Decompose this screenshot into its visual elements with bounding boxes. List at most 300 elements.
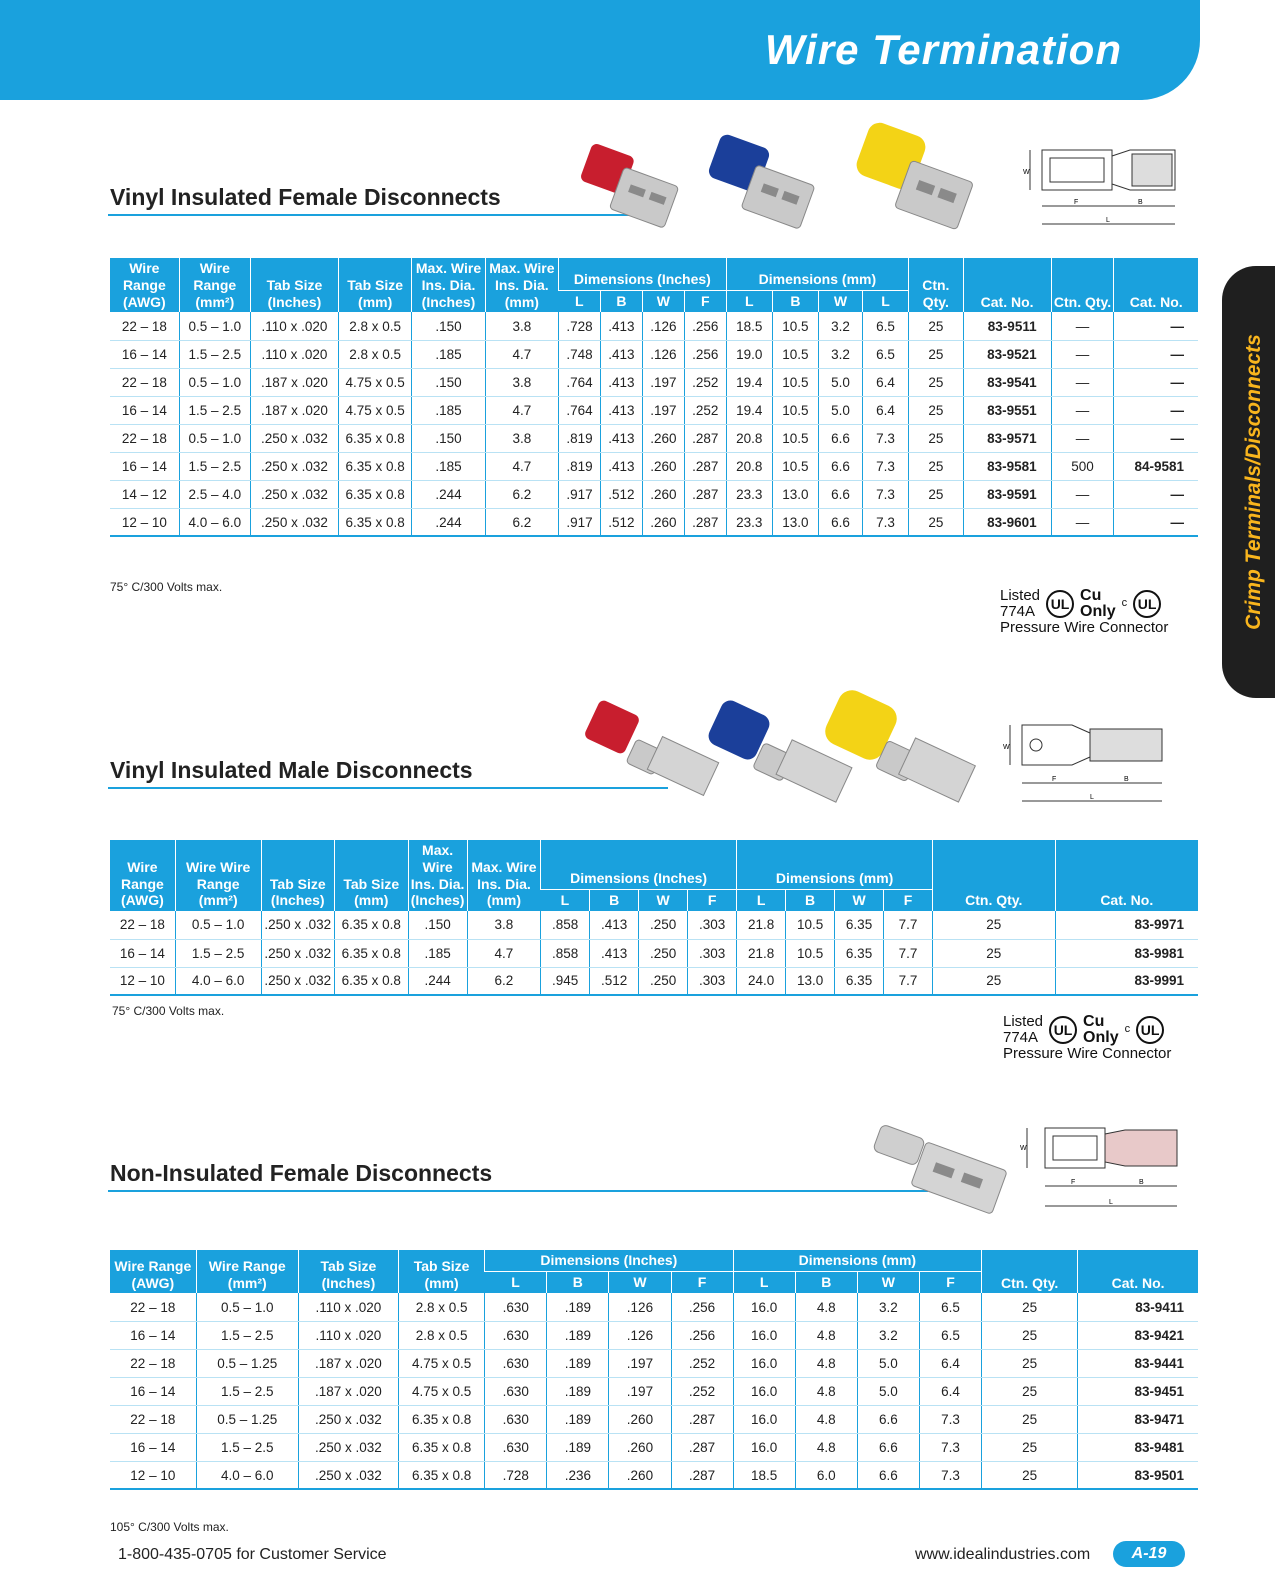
table-cell: 25 xyxy=(909,368,964,396)
table-cell: 1.5 – 2.5 xyxy=(196,1377,298,1405)
table-row xyxy=(110,396,1198,424)
dim-col: B xyxy=(772,290,818,312)
table-cell: 6.4 xyxy=(919,1377,981,1405)
table-cell: .287 xyxy=(684,424,726,452)
table-cell: 2.5 – 4.0 xyxy=(179,480,250,508)
header-dim-inches: Dimensions (Inches) xyxy=(541,840,737,889)
table-cell: 6.35 x 0.8 xyxy=(335,911,408,939)
table-row xyxy=(110,1405,1198,1433)
table-cell: 4.0 – 6.0 xyxy=(196,1461,298,1489)
table-cell: 12 – 10 xyxy=(110,508,179,536)
table-cell: .250 x .032 xyxy=(250,508,338,536)
table-cell: 25 xyxy=(982,1405,1078,1433)
table-cell: 5.0 xyxy=(857,1349,919,1377)
side-tab-label: Crimp Terminals/Disconnects xyxy=(1242,334,1265,630)
table-cell: .244 xyxy=(412,480,485,508)
header-ins-inches: Max. Wire Ins. Dia. (Inches) xyxy=(412,258,485,312)
rating-note: 105° C/300 Volts max. xyxy=(110,1520,229,1534)
table-cell: 3.8 xyxy=(485,312,558,340)
table-cell: .197 xyxy=(642,368,684,396)
table-cell: .250 x .032 xyxy=(250,480,338,508)
ul-logo-icon: UL xyxy=(1046,590,1074,618)
table-cell: .303 xyxy=(688,967,737,995)
table-cell: 83-9451 xyxy=(1078,1377,1198,1405)
table-cell: .512 xyxy=(600,480,642,508)
table-cell: 4.7 xyxy=(485,396,558,424)
table-cell: .187 x .020 xyxy=(298,1349,398,1377)
table-cell: .256 xyxy=(684,312,726,340)
table-cell: 4.7 xyxy=(485,452,558,480)
table-cell: 6.35 x 0.8 xyxy=(338,452,411,480)
table-cell: .189 xyxy=(547,1377,609,1405)
table-cell: .252 xyxy=(671,1377,733,1405)
dim-col: B xyxy=(590,889,639,911)
table-body xyxy=(110,312,1198,536)
table-cell: 16 – 14 xyxy=(110,340,179,368)
table-row xyxy=(110,939,1198,967)
table-cell: 7.3 xyxy=(919,1405,981,1433)
header-wire-awg: Wire Range (AWG) xyxy=(110,1250,196,1293)
table-cell: — xyxy=(1114,508,1198,536)
table-cell: .185 xyxy=(412,340,485,368)
table-cell: .250 x .032 xyxy=(261,939,334,967)
table-cell: 25 xyxy=(909,340,964,368)
table-cell: 16 – 14 xyxy=(110,452,179,480)
table-cell: 83-9601 xyxy=(963,508,1051,536)
table-cell: .250 x .032 xyxy=(250,452,338,480)
table-cell: .189 xyxy=(547,1321,609,1349)
table-cell: .197 xyxy=(609,1349,671,1377)
table-cell: 13.0 xyxy=(772,480,818,508)
table-cell: 6.4 xyxy=(862,368,908,396)
dim-col: W xyxy=(818,290,862,312)
table-cell: 2.8 x 0.5 xyxy=(338,312,411,340)
table-cell: .512 xyxy=(590,967,639,995)
table-cell: 5.0 xyxy=(818,396,862,424)
table-cell: .197 xyxy=(642,396,684,424)
svg-text:B: B xyxy=(1124,776,1129,783)
table-cell: .256 xyxy=(671,1321,733,1349)
table-cell: 16 – 14 xyxy=(110,396,179,424)
table-cell: 10.5 xyxy=(772,312,818,340)
table-cell: 19.4 xyxy=(726,368,772,396)
table-cell: .110 x .020 xyxy=(298,1321,398,1349)
table-cell: .287 xyxy=(684,480,726,508)
table-cell: 25 xyxy=(982,1461,1078,1489)
table-cell: 6.35 x 0.8 xyxy=(335,967,408,995)
ul-code: 774A xyxy=(1000,603,1036,620)
table-cell: .413 xyxy=(590,939,639,967)
ul-logo-icon: UL xyxy=(1049,1016,1077,1044)
table-cell: .630 xyxy=(485,1405,547,1433)
table-cell: — xyxy=(1051,368,1114,396)
table-cell: 3.2 xyxy=(818,312,862,340)
svg-text:L: L xyxy=(1109,1199,1113,1206)
table-cell: 19.0 xyxy=(726,340,772,368)
table-cell: .630 xyxy=(485,1377,547,1405)
table-cell: .250 xyxy=(639,967,688,995)
table-cell: 16.0 xyxy=(733,1377,795,1405)
header-wire-mm2: Wire Range (mm²) xyxy=(179,258,250,312)
header-cat-no-2: Cat. No. xyxy=(1114,258,1198,312)
table-cell: 14 – 12 xyxy=(110,480,179,508)
red-female-terminal-image xyxy=(575,140,685,230)
table-row xyxy=(110,340,1198,368)
dim-col: L xyxy=(733,1271,795,1293)
table-cell: 6.35 x 0.8 xyxy=(399,1405,485,1433)
table-cell: 6.5 xyxy=(919,1321,981,1349)
dim-col: F xyxy=(671,1271,733,1293)
table-cell: .287 xyxy=(671,1405,733,1433)
table-cell: 83-9581 xyxy=(963,452,1051,480)
table-cell: 22 – 18 xyxy=(110,1293,196,1321)
table-cell: 7.3 xyxy=(862,480,908,508)
table-cell: .303 xyxy=(688,939,737,967)
header-tab-inches: Tab Size (Inches) xyxy=(298,1250,398,1293)
table-cell: — xyxy=(1051,424,1114,452)
header-dim-mm: Dimensions (mm) xyxy=(737,840,933,889)
table-cell: .917 xyxy=(559,480,601,508)
table-cell: 6.2 xyxy=(467,967,540,995)
table-cell: 25 xyxy=(982,1293,1078,1321)
non-insulated-terminal-image xyxy=(870,1125,1020,1215)
dim-col: W xyxy=(835,889,884,911)
table-cell: .630 xyxy=(485,1433,547,1461)
table-cell: 18.5 xyxy=(726,312,772,340)
table-cell: 0.5 – 1.0 xyxy=(179,424,250,452)
table-cell: .150 xyxy=(412,424,485,452)
table-cell: 22 – 18 xyxy=(110,1349,196,1377)
table-cell: 25 xyxy=(909,312,964,340)
rating-note: 75° C/300 Volts max. xyxy=(110,580,223,594)
svg-text:B: B xyxy=(1138,199,1143,206)
table-cell: 83-9421 xyxy=(1078,1321,1198,1349)
table-cell: .945 xyxy=(541,967,590,995)
header-wire-mm2: Wire Wire Range (mm²) xyxy=(175,840,261,911)
table-cell: 6.6 xyxy=(818,452,862,480)
table-cell: .858 xyxy=(541,911,590,939)
table-cell: 10.5 xyxy=(772,452,818,480)
header-wire-awg: Wire Range (AWG) xyxy=(110,258,179,312)
c-mark: c xyxy=(1124,1023,1131,1036)
yellow-female-terminal-image xyxy=(855,122,980,232)
dim-col: B xyxy=(547,1271,609,1293)
table-cell: 10.5 xyxy=(786,911,835,939)
table-cell: 16 – 14 xyxy=(110,1433,196,1461)
ul-code: 774A xyxy=(1003,1029,1039,1046)
section-title: Vinyl Insulated Female Disconnects xyxy=(110,184,501,210)
table-cell: .187 x .020 xyxy=(250,368,338,396)
table-cell: 4.8 xyxy=(795,1293,857,1321)
table-cell: 6.35 x 0.8 xyxy=(335,939,408,967)
table-cell: 5.0 xyxy=(857,1377,919,1405)
table-cell: .250 x .032 xyxy=(261,967,334,995)
table-cell: 2.8 x 0.5 xyxy=(399,1321,485,1349)
header-ctn-qty: Ctn. Qty. xyxy=(933,840,1055,911)
dim-col: F xyxy=(919,1271,981,1293)
header-dim-inches: Dimensions (Inches) xyxy=(559,258,727,290)
table-cell: .250 x .032 xyxy=(250,424,338,452)
table-cell: 25 xyxy=(909,452,964,480)
page-number: A-19 xyxy=(1113,1541,1185,1567)
page-title: Wire Termination xyxy=(764,26,1122,73)
table-row xyxy=(110,1321,1198,1349)
table-cell: .413 xyxy=(590,911,639,939)
header-tab-mm: Tab Size (mm) xyxy=(338,258,411,312)
table-cell: .250 x .032 xyxy=(298,1405,398,1433)
table-cell: .187 x .020 xyxy=(250,396,338,424)
non-insulated-disconnects-table xyxy=(110,1250,1198,1490)
table-cell: .858 xyxy=(541,939,590,967)
table-cell: 6.35 xyxy=(835,911,884,939)
table-cell: .287 xyxy=(671,1433,733,1461)
table-row xyxy=(110,1433,1198,1461)
svg-text:W: W xyxy=(1003,744,1010,751)
table-cell: .413 xyxy=(600,312,642,340)
table-cell: 2.8 x 0.5 xyxy=(338,340,411,368)
table-cell: .260 xyxy=(642,424,684,452)
table-cell: 23.3 xyxy=(726,480,772,508)
table-cell: .260 xyxy=(642,480,684,508)
table-cell: 4.7 xyxy=(467,939,540,967)
table-cell: 83-9971 xyxy=(1055,911,1198,939)
svg-text:F: F xyxy=(1052,776,1057,783)
table-cell: 25 xyxy=(982,1377,1078,1405)
table-cell: .236 xyxy=(547,1461,609,1489)
svg-text:W: W xyxy=(1023,169,1030,176)
table-cell: .413 xyxy=(600,452,642,480)
table-row xyxy=(110,452,1198,480)
table-cell: .185 xyxy=(412,452,485,480)
table-cell: — xyxy=(1051,312,1114,340)
table-cell: 7.7 xyxy=(884,911,933,939)
ul-listed-label: Listed xyxy=(1003,1013,1044,1031)
table-cell: 13.0 xyxy=(786,967,835,995)
only-label: Only xyxy=(1080,603,1116,620)
table-cell: .630 xyxy=(485,1349,547,1377)
table-cell: .287 xyxy=(684,452,726,480)
header-dim-inches: Dimensions (Inches) xyxy=(485,1250,733,1271)
table-cell: 4.0 – 6.0 xyxy=(175,967,261,995)
table-cell: 25 xyxy=(909,508,964,536)
table-cell: .189 xyxy=(547,1349,609,1377)
header-ins-inches: Max. Wire Ins. Dia. (Inches) xyxy=(408,840,467,911)
table-cell: 4.75 x 0.5 xyxy=(338,396,411,424)
table-cell: 6.35 x 0.8 xyxy=(338,480,411,508)
table-row xyxy=(110,480,1198,508)
header-cat-no: Cat. No. xyxy=(963,258,1051,312)
footer-website[interactable]: www.idealindustries.com xyxy=(915,1546,1091,1563)
table-cell: .187 x .020 xyxy=(298,1377,398,1405)
table-cell: 12 – 10 xyxy=(110,967,175,995)
table-cell: 25 xyxy=(933,911,1055,939)
table-cell: 25 xyxy=(933,967,1055,995)
table-cell: 21.8 xyxy=(737,939,786,967)
table-row xyxy=(110,1349,1198,1377)
table-cell: 5.0 xyxy=(818,368,862,396)
table-cell: 6.4 xyxy=(919,1349,981,1377)
table-cell: .630 xyxy=(485,1321,547,1349)
cul-logo-icon: UL xyxy=(1136,1016,1164,1044)
table-cell: 6.6 xyxy=(818,480,862,508)
table-cell: 83-9441 xyxy=(1078,1349,1198,1377)
table-cell: 83-9541 xyxy=(963,368,1051,396)
table-cell: 84-9581 xyxy=(1114,452,1198,480)
table-cell: 16.0 xyxy=(733,1293,795,1321)
table-cell: 7.3 xyxy=(862,508,908,536)
table-cell: .260 xyxy=(609,1461,671,1489)
table-body xyxy=(110,1293,1198,1489)
footer-phone: 1-800-435-0705 for Customer Service xyxy=(118,1546,387,1563)
only-label: Only xyxy=(1083,1029,1119,1046)
table-cell: — xyxy=(1114,424,1198,452)
table-cell: 4.8 xyxy=(795,1433,857,1461)
cul-logo-icon: UL xyxy=(1133,590,1161,618)
table-cell: 83-9521 xyxy=(963,340,1051,368)
table-cell: .413 xyxy=(600,340,642,368)
table-cell: .189 xyxy=(547,1293,609,1321)
female-disconnects-table xyxy=(110,258,1198,537)
table-cell: .413 xyxy=(600,368,642,396)
table-row xyxy=(110,1461,1198,1489)
table-cell: 16 – 14 xyxy=(110,1321,196,1349)
table-cell: .110 x .020 xyxy=(250,312,338,340)
table-cell: 83-9571 xyxy=(963,424,1051,452)
table-cell: — xyxy=(1114,312,1198,340)
table-cell: 23.3 xyxy=(726,508,772,536)
table-cell: 10.5 xyxy=(772,424,818,452)
dim-col: W xyxy=(857,1271,919,1293)
table-cell: 13.0 xyxy=(772,508,818,536)
table-cell: .764 xyxy=(559,368,601,396)
table-cell: .303 xyxy=(688,911,737,939)
svg-text:B: B xyxy=(1139,1179,1144,1186)
table-cell: — xyxy=(1051,508,1114,536)
table-cell: — xyxy=(1114,396,1198,424)
section-title: Non-Insulated Female Disconnects xyxy=(110,1160,493,1186)
dim-col: W xyxy=(609,1271,671,1293)
table-row xyxy=(110,911,1198,939)
table-row xyxy=(110,424,1198,452)
table-cell: .413 xyxy=(600,424,642,452)
table-cell: .819 xyxy=(559,424,601,452)
table-cell: 16.0 xyxy=(733,1321,795,1349)
male-disconnects-table xyxy=(110,840,1198,996)
svg-text:W: W xyxy=(1020,1145,1027,1152)
header-wire-mm2: Wire Range (mm²) xyxy=(196,1250,298,1293)
table-cell: 22 – 18 xyxy=(110,312,179,340)
dim-col: F xyxy=(688,889,737,911)
table-cell: .197 xyxy=(609,1377,671,1405)
table-cell: 10.5 xyxy=(772,340,818,368)
svg-text:L: L xyxy=(1090,794,1094,801)
table-cell: 10.5 xyxy=(786,939,835,967)
table-cell: 0.5 – 1.25 xyxy=(196,1349,298,1377)
table-cell: 0.5 – 1.25 xyxy=(196,1405,298,1433)
table-cell: 1.5 – 2.5 xyxy=(179,396,250,424)
table-cell: 6.35 x 0.8 xyxy=(338,424,411,452)
table-row xyxy=(110,312,1198,340)
dim-col: W xyxy=(639,889,688,911)
table-cell: 4.7 xyxy=(485,340,558,368)
c-mark: c xyxy=(1121,597,1128,610)
table-cell: 83-9511 xyxy=(963,312,1051,340)
svg-text:F: F xyxy=(1071,1179,1076,1186)
table-cell: 4.75 x 0.5 xyxy=(399,1349,485,1377)
table-cell: 3.2 xyxy=(857,1293,919,1321)
table-cell: 4.8 xyxy=(795,1349,857,1377)
male-dimension-diagram xyxy=(1002,715,1182,815)
table-cell: .150 xyxy=(408,911,467,939)
table-cell: .126 xyxy=(609,1293,671,1321)
table-cell: 0.5 – 1.0 xyxy=(179,312,250,340)
header-ins-mm: Max. Wire Ins. Dia. (mm) xyxy=(485,258,558,312)
table-cell: 7.7 xyxy=(884,967,933,995)
table-cell: .256 xyxy=(684,340,726,368)
header-ctn-qty: Ctn. Qty. xyxy=(982,1250,1078,1293)
header-dim-mm: Dimensions (mm) xyxy=(733,1250,981,1271)
table-cell: 2.8 x 0.5 xyxy=(399,1293,485,1321)
section-underline xyxy=(108,1190,928,1192)
table-cell: 6.6 xyxy=(818,508,862,536)
table-cell: 20.8 xyxy=(726,452,772,480)
table-cell: .917 xyxy=(559,508,601,536)
header-ctn-qty: Ctn. Qty. xyxy=(909,258,964,312)
table-cell: 25 xyxy=(982,1349,1078,1377)
table-cell: .244 xyxy=(412,508,485,536)
table-cell: .260 xyxy=(609,1405,671,1433)
table-cell: 7.3 xyxy=(862,452,908,480)
ul-listed-label: Listed xyxy=(1000,587,1041,605)
table-cell: 6.35 x 0.8 xyxy=(399,1461,485,1489)
dim-col: F xyxy=(684,290,726,312)
non-insulated-dimension-diagram xyxy=(1005,1120,1185,1220)
header-ins-mm: Max. Wire Ins. Dia. (mm) xyxy=(467,840,540,911)
dim-col: F xyxy=(884,889,933,911)
table-cell: .748 xyxy=(559,340,601,368)
header-tab-inches: Tab Size (Inches) xyxy=(261,840,334,911)
table-cell: .764 xyxy=(559,396,601,424)
table-cell: 0.5 – 1.0 xyxy=(179,368,250,396)
table-cell: 6.5 xyxy=(919,1293,981,1321)
yellow-male-terminal-image xyxy=(822,690,982,815)
dim-col: B xyxy=(795,1271,857,1293)
table-cell: 6.5 xyxy=(862,312,908,340)
table-cell: 6.6 xyxy=(857,1405,919,1433)
table-cell: 25 xyxy=(909,480,964,508)
table-cell: — xyxy=(1114,368,1198,396)
table-cell: 6.0 xyxy=(795,1461,857,1489)
table-cell: 0.5 – 1.0 xyxy=(175,911,261,939)
table-cell: 83-9981 xyxy=(1055,939,1198,967)
table-cell: 16 – 14 xyxy=(110,1377,196,1405)
table-cell: 4.8 xyxy=(795,1321,857,1349)
table-cell: 1.5 – 2.5 xyxy=(179,340,250,368)
table-cell: 16 – 14 xyxy=(110,939,175,967)
dim-col: B xyxy=(786,889,835,911)
header-dim-mm: Dimensions (mm) xyxy=(726,258,908,290)
table-cell: 1.5 – 2.5 xyxy=(196,1321,298,1349)
table-cell: 4.8 xyxy=(795,1405,857,1433)
table-cell: 19.4 xyxy=(726,396,772,424)
table-cell: 0.5 – 1.0 xyxy=(196,1293,298,1321)
table-cell: 25 xyxy=(982,1433,1078,1461)
header-tab-mm: Tab Size (mm) xyxy=(399,1250,485,1293)
table-cell: 3.2 xyxy=(818,340,862,368)
table-cell: .250 x .032 xyxy=(261,911,334,939)
table-cell: 21.8 xyxy=(737,911,786,939)
table-cell: — xyxy=(1114,480,1198,508)
